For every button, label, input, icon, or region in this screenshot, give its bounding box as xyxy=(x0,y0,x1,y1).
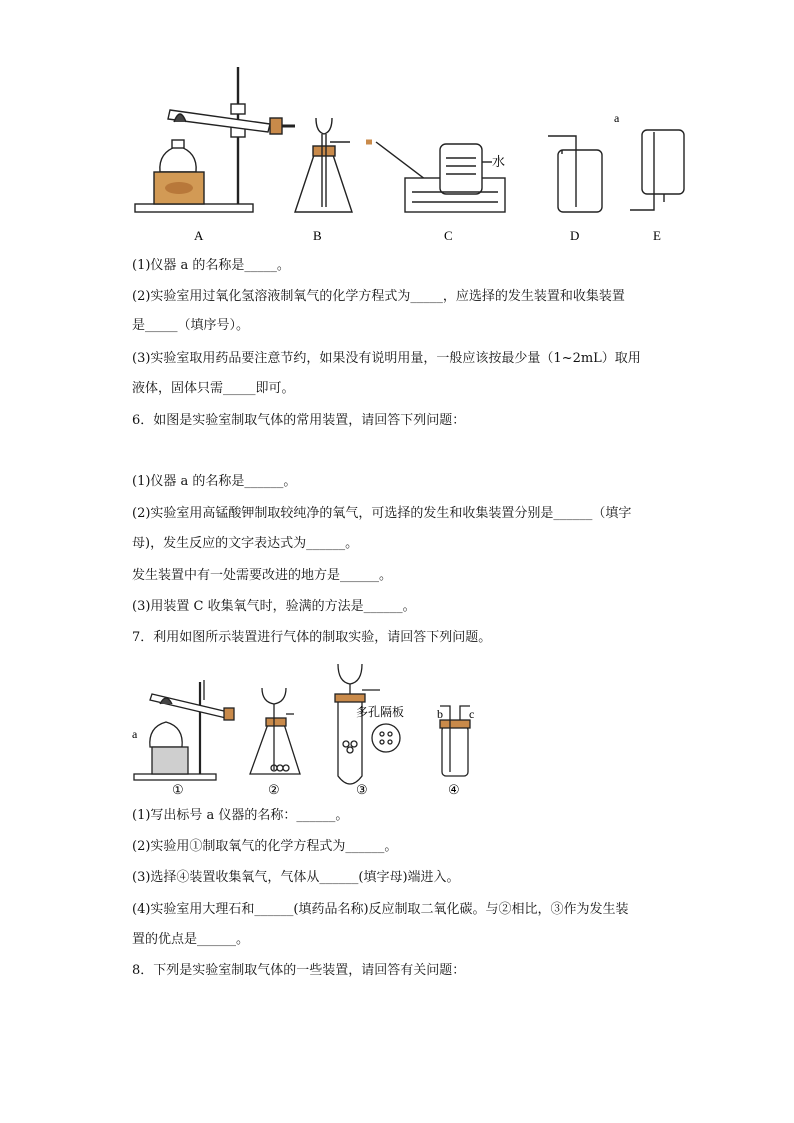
figure-label-b: B xyxy=(313,228,322,243)
figure-label-4: ④ xyxy=(448,782,460,797)
q6-item-2-line-1: (2)实验室用高锰酸钾制取较纯净的氧气，可选择的发生和收集装置分别是______（填字 xyxy=(132,506,632,521)
apparatus-figure-2 xyxy=(128,652,498,797)
q5-item-2-line-2: 是_____（填序号）。 xyxy=(132,318,250,333)
q5-item-2-line-1: (2)实验室用过氧化氢溶液制氧气的化学方程式为_____，应选择的发生装置和收集装置 xyxy=(132,289,625,304)
q7-item-1: (1)写出标号 a 仪器的名称：______。 xyxy=(132,808,349,823)
apparatus-3 xyxy=(335,664,400,784)
apparatus-a xyxy=(135,67,295,212)
figure-label-e: E xyxy=(653,228,661,243)
q8-stem: 8．下列是实验室制取气体的一些装置，请回答有关问题： xyxy=(132,963,466,978)
label-c: c xyxy=(469,707,475,721)
apparatus-4 xyxy=(440,706,470,776)
porous-plate-label: 多孔隔板 xyxy=(356,705,405,719)
q6-item-1: (1)仪器 a 的名称是______。 xyxy=(132,474,297,489)
q7-item-3: (3)选择④装置收集氧气，气体从______(填字母)端进入。 xyxy=(132,870,460,885)
figure-label-d: D xyxy=(570,228,580,243)
q7-item-4-line-1: (4)实验室用大理石和______(填药品名称)反应制取二氧化碳。与②相比，③作为发生装 xyxy=(132,902,629,917)
apparatus-2 xyxy=(250,688,300,774)
q6-item-2-line-3: 发生装置中有一处需要改进的地方是______。 xyxy=(132,568,393,583)
label-b: b xyxy=(437,707,443,721)
q6-item-2-line-2: 母)，发生反应的文字表达式为______。 xyxy=(132,536,359,551)
apparatus-e xyxy=(630,130,684,210)
figure-label-2: ② xyxy=(268,782,280,797)
figure-label-c: C xyxy=(444,228,453,243)
apparatus-c xyxy=(366,142,505,212)
q5-item-3-line-1: (3)实验室取用药品要注意节约，如果没有说明用量，一般应该按最少量（1~2mL）取用 xyxy=(132,351,641,366)
q7-item-2: (2)实验用①制取氧气的化学方程式为______。 xyxy=(132,839,398,854)
figure-label-a: A xyxy=(194,228,204,243)
q6-item-3: (3)用装置 C 收集氧气时，验满的方法是______。 xyxy=(132,599,416,614)
apparatus-b xyxy=(295,118,352,212)
apparatus-d xyxy=(548,136,602,212)
figure-label-1: ① xyxy=(172,782,184,797)
label-a: a xyxy=(614,111,620,125)
figure-label-3: ③ xyxy=(356,782,368,797)
q7-item-4-line-2: 置的优点是______。 xyxy=(132,932,250,947)
apparatus-figure-1 xyxy=(130,62,700,247)
water-label: 水 xyxy=(492,154,506,169)
q5-item-1: (1)仪器 a 的名称是_____。 xyxy=(132,258,290,273)
label-a-2: a xyxy=(132,727,138,741)
q5-item-3-line-2: 液体，固体只需_____即可。 xyxy=(132,381,295,396)
q7-stem: 7．利用如图所示装置进行气体的制取实验，请回答下列问题。 xyxy=(132,630,492,645)
q6-stem: 6．如图是实验室制取气体的常用装置，请回答下列问题： xyxy=(132,413,466,428)
apparatus-1 xyxy=(134,680,234,780)
